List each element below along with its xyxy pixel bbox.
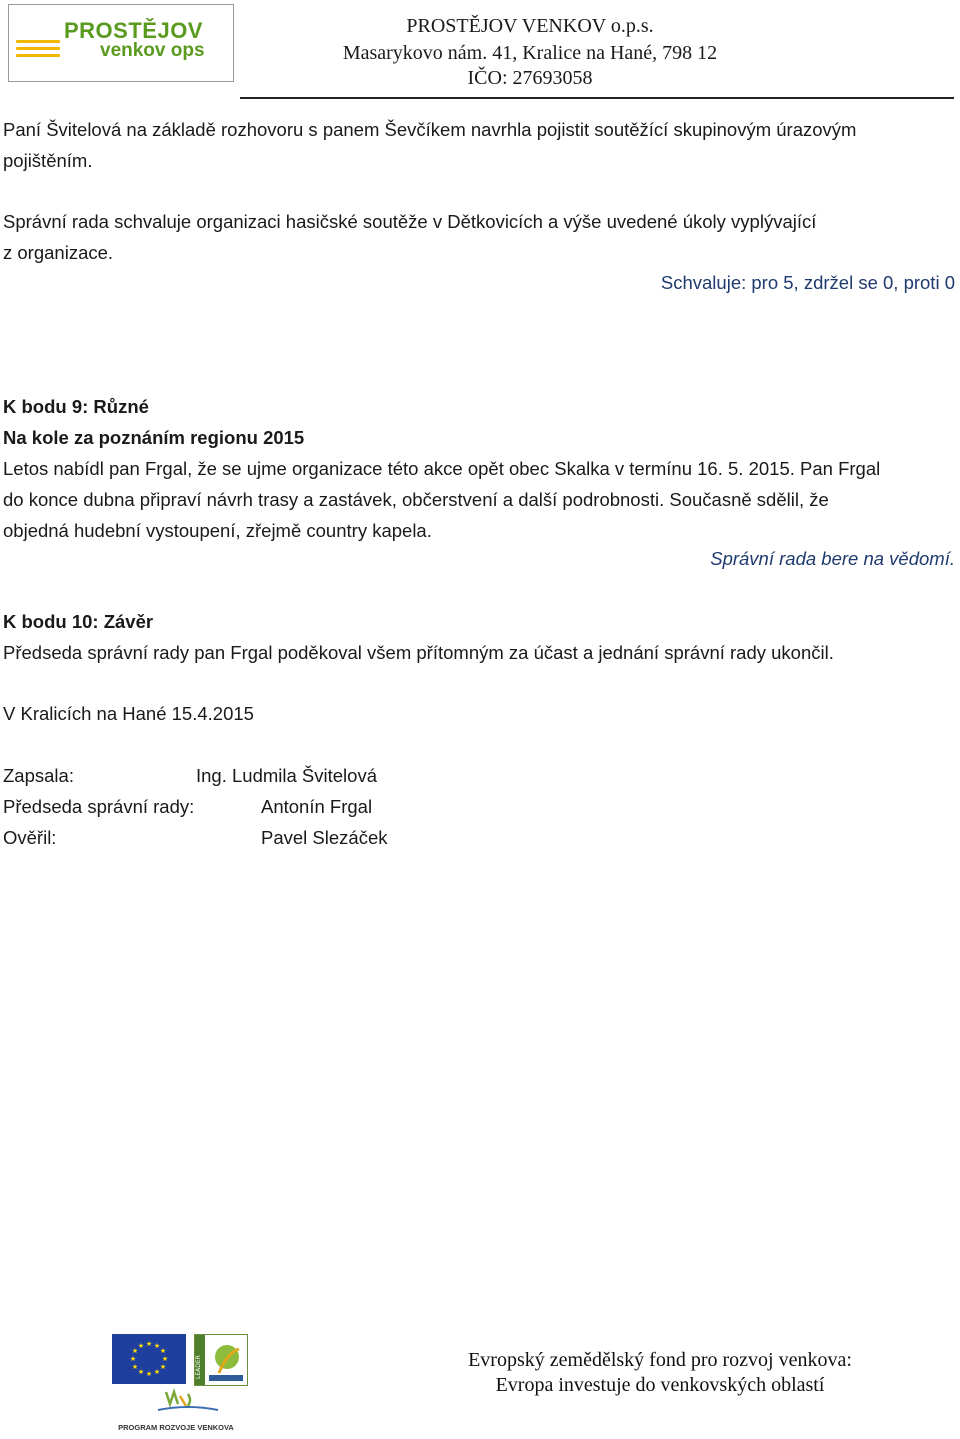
paragraph-2 — [3, 206, 958, 268]
paragraph-1 — [3, 114, 958, 176]
rural-development-logo-icon — [118, 1386, 238, 1434]
vote-result: Schvaluje: pro 5, zdržel se 0, proti 0 — [660, 272, 955, 293]
item-9-subtitle: Na kole za poznáním regionu 2015 — [3, 427, 305, 448]
item-9-title: K bodu 9: Různé — [3, 396, 149, 417]
logo-text-bottom: venkov ops — [100, 40, 205, 61]
svg-text:★: ★ — [145, 1370, 153, 1378]
svg-text:★: ★ — [159, 1347, 167, 1355]
prv-text: PROGRAM ROZVOJE VENKOVA — [118, 1423, 234, 1432]
chair-name: Antonín Frgal — [261, 796, 373, 817]
svg-text:★: ★ — [131, 1347, 139, 1355]
verified-label: Ověřil: — [3, 827, 57, 848]
svg-text:★: ★ — [161, 1355, 169, 1363]
fund-line-1: Evropský zemědělský fond pro rozvoj venkova: — [468, 1349, 852, 1371]
item-9-line-3: objedná hudební vystoupení, zřejmě country kapela. — [3, 520, 432, 541]
paragraph-1-line-1: Paní Švitelová na základě rozhovoru s panem Ševčíkem navrhla pojistit soutěžící skupinovým úrazovým — [3, 119, 857, 140]
paragraph-2-line-1: Správní rada schvaluje organizaci hasičské soutěže v Dětkovicích a výše uvedené úkoly vyplývající — [3, 211, 817, 232]
chair-label: Předseda správní rady: — [3, 796, 195, 817]
eu-flag-icon — [112, 1334, 186, 1384]
org-ico: IČO: 27693058 — [467, 67, 593, 89]
header-divider — [240, 97, 954, 99]
item-9-text — [3, 453, 958, 546]
svg-text:★: ★ — [137, 1342, 145, 1350]
item-9-line-1: Letos nabídl pan Frgal, že se ujme organizace této akce opět obec Skalka v termínu 16. 5. 2015. Pan Frgal — [3, 458, 881, 479]
recorded-label: Zapsala: — [3, 765, 74, 786]
paragraph-1-line-2: pojištěním. — [3, 150, 93, 171]
paragraph-2-line-2: z organizace. — [3, 242, 114, 263]
org-address: Masarykovo nám. 41, Kralice na Hané, 798 12 — [342, 42, 718, 64]
logo-text-top: PROSTĚJOV — [64, 18, 203, 43]
svg-text:★: ★ — [137, 1368, 145, 1376]
item-9-line-2: do konce dubna připraví návrh trasy a zastávek, občerstvení a další podrobnosti. Současně sdělil, že — [3, 489, 829, 510]
leader-logo-icon — [194, 1334, 248, 1386]
logo-stripes — [16, 40, 60, 61]
item-10-title: K bodu 10: Závěr — [3, 611, 154, 632]
leader-text: LEADER — [195, 1355, 202, 1379]
fund-line-2: Evropa investuje do venkovských oblastí — [495, 1374, 825, 1396]
place-date: V Kralicích na Hané 15.4.2015 — [3, 703, 254, 724]
item-10-text: Předseda správní rady pan Frgal poděkoval všem přítomným za účast a jednání správní rady ukončil. — [3, 642, 834, 663]
svg-text:★: ★ — [129, 1355, 137, 1363]
svg-text:★: ★ — [145, 1340, 153, 1348]
org-name: PROSTĚJOV VENKOV o.p.s. — [406, 15, 654, 37]
svg-text:★: ★ — [159, 1363, 167, 1371]
verified-name: Pavel Slezáček — [261, 827, 388, 848]
recorded-name: Ing. Ludmila Švitelová — [196, 765, 377, 786]
item-9-note: Správní rada bere na vědomí. — [710, 548, 955, 569]
svg-text:★: ★ — [131, 1363, 139, 1371]
svg-text:★: ★ — [153, 1342, 161, 1350]
svg-text:★: ★ — [153, 1368, 161, 1376]
